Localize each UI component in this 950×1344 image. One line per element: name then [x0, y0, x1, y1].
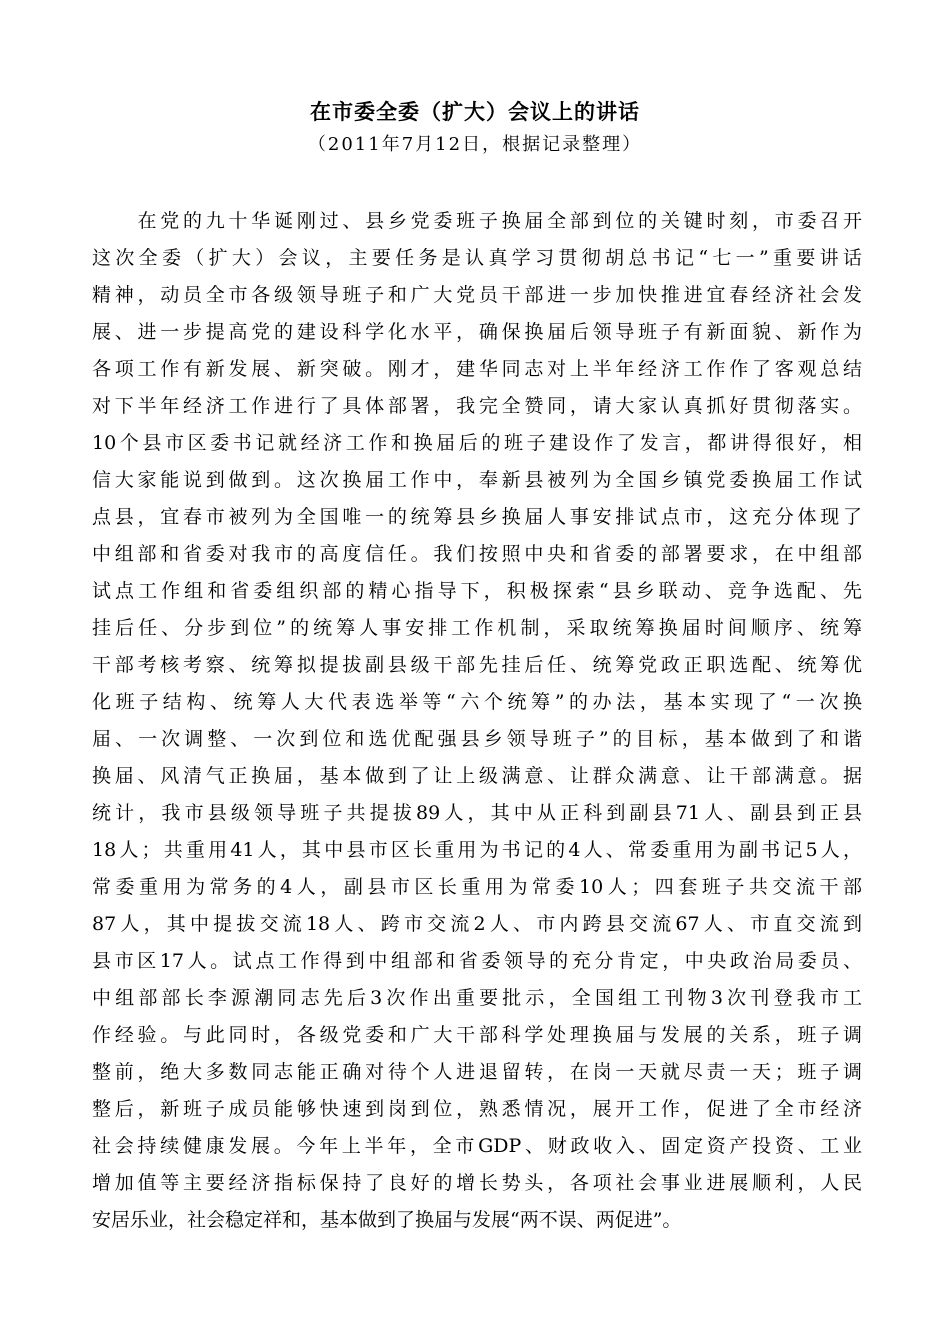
text-line: 县市区17人。试点工作得到中组部和省委领导的充分肯定，中央政治局委员、	[92, 950, 862, 972]
text-line: 中组部和省委对我市的高度信任。我们按照中央和省委的部署要求，在中组部	[92, 543, 862, 565]
text-line: 中组部部长李源潮同志先后3次作出重要批示，全国组工刊物3次刊登我市工	[92, 987, 862, 1009]
text-line: 18人；共重用41人，其中县市区长重用为书记的4人、常委重用为副书记5人，	[92, 839, 862, 861]
text-line: 87人，其中提拔交流18人、跨市交流2人、市内跨县交流67人、市直交流到	[92, 913, 862, 935]
document-title: 在市委全委（扩大）会议上的讲话	[310, 99, 640, 124]
text-line: 届、一次调整、一次到位和选优配强县乡领导班子”的目标，基本做到了和谐	[92, 728, 862, 750]
text-line: 整前，绝大多数同志能正确对待个人进退留转，在岗一天就尽责一天；班子调	[92, 1061, 862, 1083]
text-line: 安居乐业，社会稳定祥和，基本做到了换届与发展“两不误、两促进”。	[92, 1209, 682, 1231]
text-line: 在党的九十华诞刚过、县乡党委班子换届全部到位的关键时刻，市委召开	[92, 210, 862, 232]
text-line: 挂后任、分步到位”的统筹人事安排工作机制，采取统筹换届时间顺序、统筹	[92, 617, 862, 639]
text-line: 精神，动员全市各级领导班子和广大党员干部进一步加快推进宜春经济社会发	[92, 284, 862, 306]
text-line: 10个县市区委书记就经济工作和换届后的班子建设作了发言，都讲得很好，相	[92, 432, 862, 454]
text-line: 社会持续健康发展。今年上半年，全市GDP、财政收入、固定资产投资、工业	[92, 1135, 862, 1157]
text-line: 干部考核考察、统筹拟提拔副县级干部先挂后任、统筹党政正职选配、统筹优	[92, 654, 862, 676]
text-line: 换届、风清气正换届，基本做到了让上级满意、让群众满意、让干部满意。据	[92, 765, 862, 787]
text-line: 化班子结构、统筹人大代表选举等“六个统筹”的办法，基本实现了“一次换	[92, 691, 862, 713]
text-line: 常委重用为常务的4人，副县市区长重用为常委10人；四套班子共交流干部	[92, 876, 862, 898]
text-line: 统计，我市县级领导班子共提拔89人，其中从正科到副县71人、副县到正县	[92, 802, 862, 824]
text-line: 点县，宜春市被列为全国唯一的统筹县乡换届人事安排试点市，这充分体现了	[92, 506, 862, 528]
text-line: 信大家能说到做到。这次换届工作中，奉新县被列为全国乡镇党委换届工作试	[92, 469, 862, 491]
text-line: 这次全委（扩大）会议，主要任务是认真学习贯彻胡总书记“七一”重要讲话	[92, 247, 862, 269]
text-line: 试点工作组和省委组织部的精心指导下，积极探索“县乡联动、竞争选配、先	[92, 580, 862, 602]
text-line: 展、进一步提高党的建设科学化水平，确保换届后领导班子有新面貌、新作为	[92, 321, 862, 343]
text-line: 整后，新班子成员能够快速到岗到位，熟悉情况，展开工作，促进了全市经济	[92, 1098, 862, 1120]
text-line: 作经验。与此同时，各级党委和广大干部科学处理换届与发展的关系，班子调	[92, 1024, 862, 1046]
document-subtitle: （2011年7月12日，根据记录整理）	[307, 134, 643, 155]
text-line: 各项工作有新发展、新突破。刚才，建华同志对上半年经济工作作了客观总结	[92, 358, 862, 380]
text-line: 增加值等主要经济指标保持了良好的增长势头，各项社会事业进展顺利，人民	[92, 1172, 862, 1194]
text-line: 对下半年经济工作进行了具体部署，我完全赞同，请大家认真抓好贯彻落实。	[92, 395, 862, 417]
body-paragraph	[92, 203, 862, 1239]
